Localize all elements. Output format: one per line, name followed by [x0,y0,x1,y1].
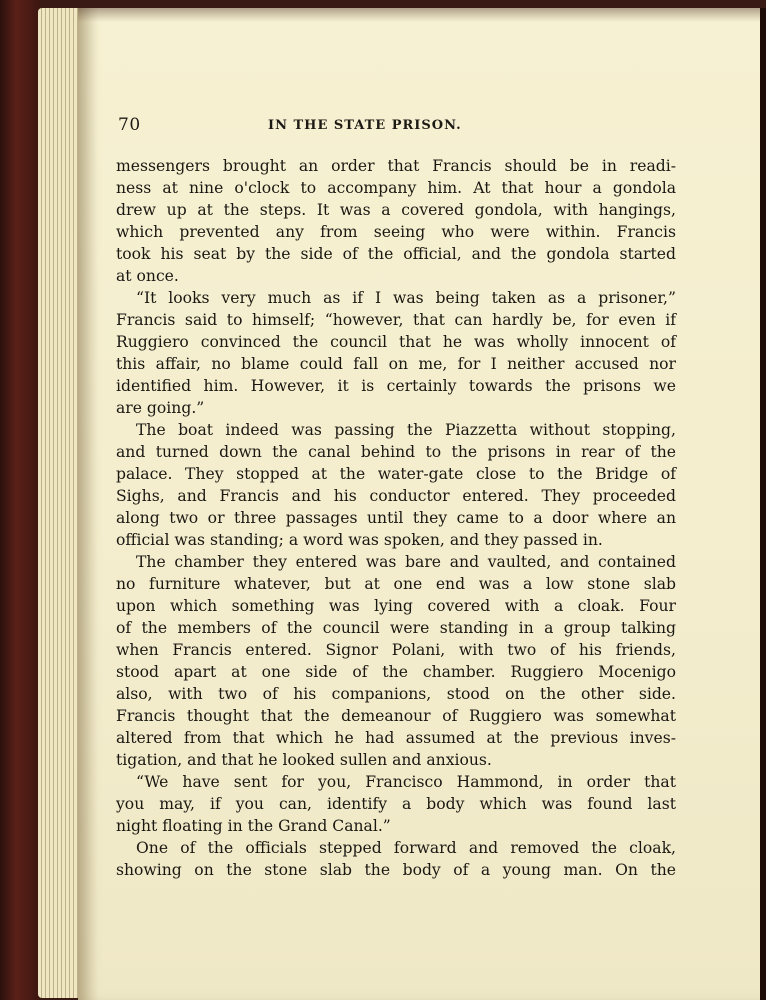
page-number: 70 [118,115,141,135]
text-line: and turned down the canal behind to the prisons in rear of the [116,443,676,461]
book-binding [0,0,40,1000]
text-line: stood apart at one side of the chamber. Ruggiero Mocenigo [116,663,676,681]
text-line: “It looks very much as if I was being taken as a prisoner,” [136,289,676,307]
text-line: night floating in the Grand Canal.” [116,817,391,835]
text-line: upon which something was lying covered with a cloak. Four [116,597,676,615]
text-line: along two or three passages until they came to a door where an [116,509,676,527]
text-line: One of the officials stepped forward and removed the cloak, [136,839,676,857]
text-line: palace. They stopped at the water-gate close to the Bridge of [116,465,676,483]
text-line: no furniture whatever, but at one end was a low stone slab [116,575,676,593]
text-line: The chamber they entered was bare and vaulted, and contained [136,553,676,571]
text-line: Sighs, and Francis and his conductor entered. They proceeded [116,487,676,505]
text-line: drew up at the steps. It was a covered gondola, with hangings, [116,201,676,219]
text-line: of the members of the council were standing in a group talking [116,619,676,637]
text-line: ness at nine o'clock to accompany him. At that hour a gondola [116,179,676,197]
text-line: tigation, and that he looked sullen and anxious. [116,751,492,769]
text-line: Francis said to himself; “however, that can hardly be, for even if [116,311,676,329]
text-line: when Francis entered. Signor Polani, with two of his friends, [116,641,676,659]
text-line: official was standing; a word was spoken, and they passed in. [116,531,603,549]
page-right-edge [760,8,766,1000]
text-line: this affair, no blame could fall on me, for I neither accused nor [116,355,676,373]
gutter-shadow [78,8,98,1000]
running-head: IN THE STATE PRISON. [268,118,462,133]
text-line: The boat indeed was passing the Piazzetta without stopping, [136,421,676,439]
text-line: messengers brought an order that Francis should be in readi- [116,157,676,175]
text-line: you may, if you can, identify a body which was found last [116,795,676,813]
top-shadow [78,8,766,22]
text-line: “We have sent for you, Francisco Hammond, in order that [136,773,676,791]
text-line: Ruggiero convinced the council that he was wholly innocent of [116,333,676,351]
body-text [116,155,676,881]
text-line: which prevented any from seeing who were within. Francis [116,223,676,241]
text-line: identified him. However, it is certainly towards the prisons we [116,377,676,395]
text-line: are going.” [116,399,205,417]
text-line: took his seat by the side of the official, and the gondola started [116,245,676,263]
text-line: also, with two of his companions, stood on the other side. [116,685,676,703]
text-line: altered from that which he had assumed at the previous inves- [116,729,676,747]
text-line: at once. [116,267,179,285]
page-header [118,115,678,139]
text-line: showing on the stone slab the body of a young man. On the [116,861,676,879]
text-line: Francis thought that the demeanour of Ruggiero was somewhat [116,707,676,725]
